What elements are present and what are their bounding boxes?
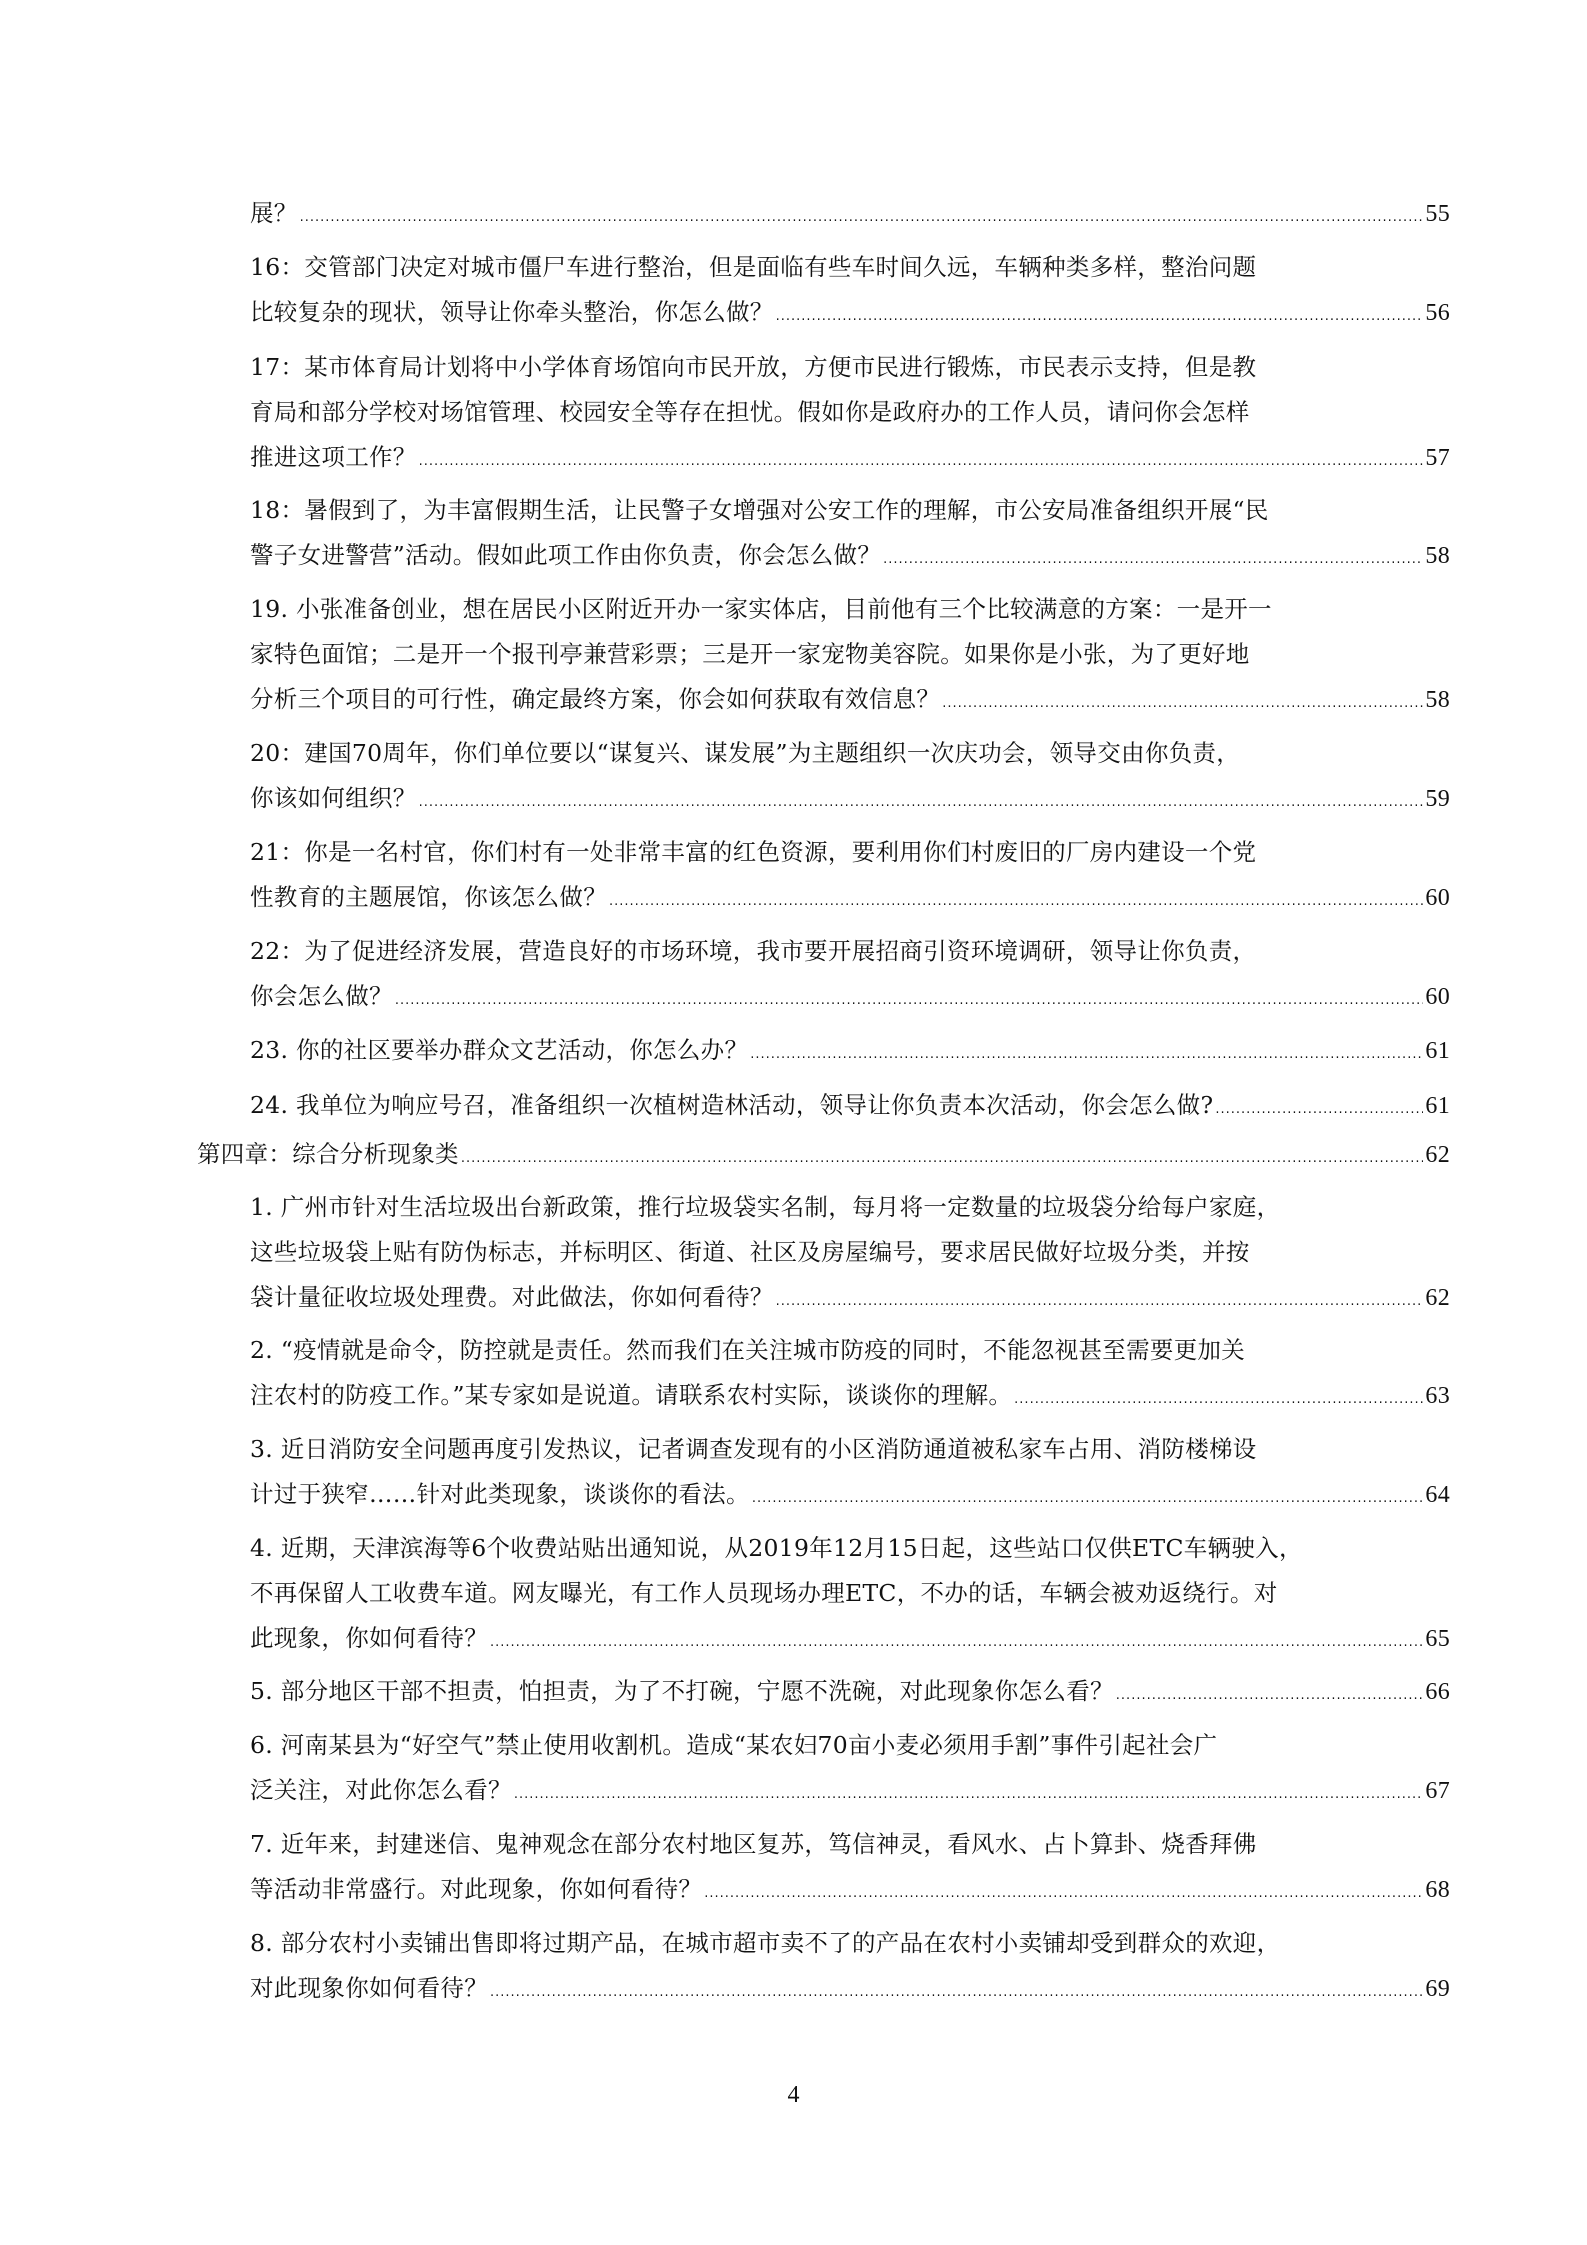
- toc-entry[interactable]: [250, 1328, 1450, 1418]
- toc-entry-text: 计过于狭窄……针对此类现象，谈谈你的看法。: [250, 1480, 750, 1508]
- toc-page-number: 61: [1425, 1093, 1450, 1119]
- toc-entry-line: 家特色面馆；二是开一个报刊亭兼营彩票；三是开一家宠物美容院。如果你是小张，为了更好地: [250, 640, 1250, 668]
- toc-entry-line: 21：你是一名村官，你们村有一处非常丰富的红色资源，要利用你们村废旧的厂房内建设一个党: [250, 838, 1257, 866]
- page-number: 4: [787, 2082, 800, 2108]
- leader-dots: [395, 978, 1424, 1023]
- leader-dots: [1215, 1087, 1423, 1132]
- toc-entry-text: 比较复杂的现状，领导让你牵头整治，你怎么做？: [250, 298, 774, 326]
- toc-entry-text: 你该如何组织？: [250, 784, 417, 812]
- toc-entry-line: 16：交管部门决定对城市僵尸车进行整治，但是面临有些车时间久远，车辆种类多样，整治问题: [250, 253, 1257, 281]
- toc-page-number: 67: [1425, 1778, 1450, 1804]
- toc-entry-text: 你会怎么做？: [250, 982, 393, 1010]
- toc-entry[interactable]: [250, 1669, 1450, 1714]
- leader-dots: [776, 294, 1424, 339]
- toc-entry-text: 5. 部分地区干部不担责，怕担责，为了不打碗，宁愿不洗碗，对此现象你怎么看？: [250, 1677, 1114, 1705]
- leader-dots: [490, 1970, 1423, 2015]
- toc-entry[interactable]: [250, 1185, 1450, 1320]
- leader-dots: [514, 1772, 1424, 1817]
- toc-entry-line: 20：建国70周年，你们单位要以“谋复兴、谋发展”为主题组织一次庆功会，领导交由你负责，: [250, 739, 1241, 767]
- toc-entry-last-line: [250, 677, 1450, 722]
- toc-entry-text: 性教育的主题展馆，你该怎么做？: [250, 883, 607, 911]
- toc-entry-last-line: [250, 435, 1450, 480]
- leader-dots: [704, 1871, 1423, 1916]
- toc-entry-last-line: [250, 1083, 1450, 1128]
- toc-entry[interactable]: [250, 1723, 1450, 1813]
- toc-entry-last-line: [250, 1768, 1450, 1813]
- toc-entry-text: 泛关注，对此你怎么看？: [250, 1776, 512, 1804]
- toc-entry[interactable]: [250, 488, 1450, 578]
- leader-dots: [776, 1279, 1424, 1324]
- toc-entry-last-line: [250, 875, 1450, 920]
- toc-entry[interactable]: [250, 191, 1450, 236]
- toc-entry-line: 22：为了促进经济发展，营造良好的市场环境，我市要开展招商引资环境调研，领导让你负责，: [250, 937, 1257, 965]
- toc-entry-last-line: [250, 1275, 1450, 1320]
- toc-page-number: 56: [1425, 300, 1450, 326]
- toc-entry-line: 18：暑假到了，为丰富假期生活，让民警子女增强对公安工作的理解，市公安局准备组织开展“民: [250, 496, 1269, 524]
- toc-page-number: 69: [1425, 1976, 1450, 2002]
- toc-entry-last-line: [250, 1966, 1450, 2011]
- toc-page-number: 59: [1425, 786, 1450, 812]
- toc-page-number: 58: [1425, 543, 1450, 569]
- toc-entry-text: 展？: [250, 199, 298, 227]
- leader-dots: [1014, 1377, 1423, 1422]
- toc-page-number: 62: [1425, 1285, 1450, 1311]
- leader-dots: [752, 1476, 1424, 1521]
- toc-entry-line: 这些垃圾袋上贴有防伪标志，并标明区、街道、社区及房屋编号，要求居民做好垃圾分类，并按: [250, 1238, 1250, 1266]
- toc-entry-text: 24. 我单位为响应号召，准备组织一次植树造林活动，领导让你负责本次活动，你会怎么做?: [250, 1091, 1214, 1119]
- toc-entry-text: 对此现象你如何看待？: [250, 1974, 488, 2002]
- leader-dots: [490, 1620, 1423, 1665]
- toc-chapter-entry[interactable]: [197, 1132, 1450, 1177]
- toc-page-number: 58: [1425, 687, 1450, 713]
- toc-entry-last-line: [250, 776, 1450, 821]
- toc-entry[interactable]: [250, 1526, 1450, 1661]
- toc-entry-last-line: [250, 1028, 1450, 1073]
- leader-dots: [300, 195, 1424, 240]
- toc-page-number: 68: [1425, 1877, 1450, 1903]
- leader-dots: [461, 1136, 1424, 1181]
- toc-page-number: 64: [1425, 1482, 1450, 1508]
- toc-entry[interactable]: [250, 929, 1450, 1019]
- toc-entry[interactable]: [250, 345, 1450, 480]
- toc-entry-line: 2. “疫情就是命令，防控就是责任。然而我们在关注城市防疫的同时，不能忽视甚至需要更加关: [250, 1336, 1246, 1364]
- toc-entry-line: 不再保留人工收费车道。网友曝光，有工作人员现场办理ETC，不办的话，车辆会被劝返绕行。对: [250, 1579, 1278, 1607]
- leader-dots: [609, 879, 1423, 924]
- toc-entry-last-line: [250, 1867, 1450, 1912]
- leader-dots: [750, 1032, 1423, 1077]
- toc-page-number: 66: [1425, 1679, 1450, 1705]
- toc-entry-last-line: [250, 191, 1450, 236]
- toc-entry-last-line: [250, 290, 1450, 335]
- leader-dots: [942, 681, 1423, 726]
- toc-entry[interactable]: [250, 1822, 1450, 1912]
- leader-dots: [883, 537, 1423, 582]
- toc-entry[interactable]: [250, 1921, 1450, 2011]
- toc-entry-line: 4. 近期，天津滨海等6个收费站贴出通知说，从2019年12月15日起，这些站口仅供ETC车辆驶入，: [250, 1534, 1303, 1562]
- toc-entry-text: 23. 你的社区要举办群众文艺活动，你怎么办？: [250, 1036, 749, 1064]
- toc-entry-text: 此现象，你如何看待？: [250, 1624, 488, 1652]
- toc-chapter-title: 第四章：综合分析现象类: [197, 1140, 459, 1168]
- toc-entry-last-line: [250, 1616, 1450, 1661]
- toc-entry-line: 3. 近日消防安全问题再度引发热议，记者调查发现有的小区消防通道被私家车占用、消防楼梯设: [250, 1435, 1257, 1463]
- toc-entry-line: 17：某市体育局计划将中小学体育场馆向市民开放，方便市民进行锻炼，市民表示支持，但是教: [250, 353, 1257, 381]
- toc-entry-line: 19. 小张准备创业，想在居民小区附近开办一家实体店，目前他有三个比较满意的方案：一是开一: [250, 595, 1272, 623]
- toc-entry-line: 7. 近年来，封建迷信、鬼神观念在部分农村地区复苏，笃信神灵，看风水、占卜算卦、烧香拜佛: [250, 1830, 1257, 1858]
- toc-entry-line: 6. 河南某县为“好空气”禁止使用收割机。造成“某农妇70亩小麦必须用手割”事件引起社会广: [250, 1731, 1218, 1759]
- toc-entry-text: 分析三个项目的可行性，确定最终方案，你会如何获取有效信息？: [250, 685, 941, 713]
- toc-entry-text: 警子女进警营”活动。假如此项工作由你负责，你会怎么做？: [250, 541, 882, 569]
- toc-entry-text: 等活动非常盛行。对此现象，你如何看待？: [250, 1875, 703, 1903]
- toc-entry[interactable]: [250, 830, 1450, 920]
- toc-page-number: 60: [1425, 885, 1450, 911]
- toc-entry-text: 袋计量征收垃圾处理费。对此做法，你如何看待？: [250, 1283, 774, 1311]
- toc-page-number: 62: [1425, 1142, 1450, 1168]
- toc-entry[interactable]: [250, 1427, 1450, 1517]
- toc-entry[interactable]: [250, 1083, 1450, 1128]
- toc-page-number: 60: [1425, 984, 1450, 1010]
- toc-entry-last-line: [250, 1669, 1450, 1714]
- leader-dots: [1116, 1673, 1424, 1718]
- toc-page-number: 61: [1425, 1038, 1450, 1064]
- toc-entry[interactable]: [250, 731, 1450, 821]
- toc-page-number: 57: [1425, 445, 1450, 471]
- toc-entry-line: 1. 广州市针对生活垃圾出台新政策，推行垃圾袋实名制，每月将一定数量的垃圾袋分给每户家庭，: [250, 1193, 1281, 1221]
- toc-entry-last-line: [250, 974, 1450, 1019]
- toc-entry-line: 育局和部分学校对场馆管理、校园安全等存在担忧。假如你是政府办的工作人员，请问你会怎样: [250, 398, 1250, 426]
- toc-entry[interactable]: [250, 245, 1450, 335]
- toc-entry[interactable]: [250, 587, 1450, 722]
- toc-entry-text: 注农村的防疫工作。”某专家如是说道。请联系农村实际，谈谈你的理解。: [250, 1381, 1013, 1409]
- toc-entry-last-line: [250, 1373, 1450, 1418]
- toc-page-number: 63: [1425, 1383, 1450, 1409]
- toc-page-number: 55: [1425, 201, 1450, 227]
- toc-entry[interactable]: [250, 1028, 1450, 1073]
- toc-entry-line: 8. 部分农村小卖铺出售即将过期产品，在城市超市卖不了的产品在农村小卖铺却受到群众的欢迎，: [250, 1929, 1281, 1957]
- toc-entry-last-line: [250, 1472, 1450, 1517]
- toc-entry-text: 推进这项工作？: [250, 443, 417, 471]
- leader-dots: [419, 439, 1424, 484]
- toc-entry-last-line: [197, 1132, 1450, 1177]
- leader-dots: [419, 780, 1424, 825]
- toc-entry-last-line: [250, 533, 1450, 578]
- toc-page-number: 65: [1425, 1626, 1450, 1652]
